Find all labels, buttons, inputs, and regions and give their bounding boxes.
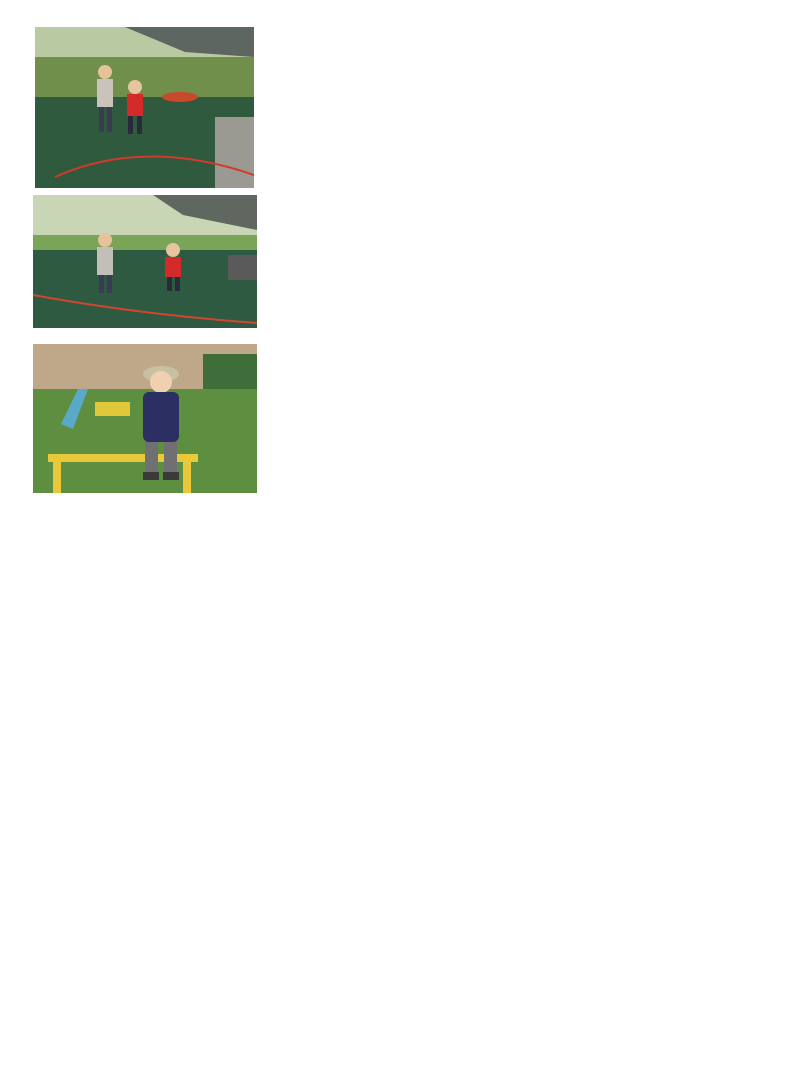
photo-rope-jumping-1 [35,27,254,188]
photo-rope-jumping-2 [33,195,257,328]
photo-child-sitting [33,344,257,493]
